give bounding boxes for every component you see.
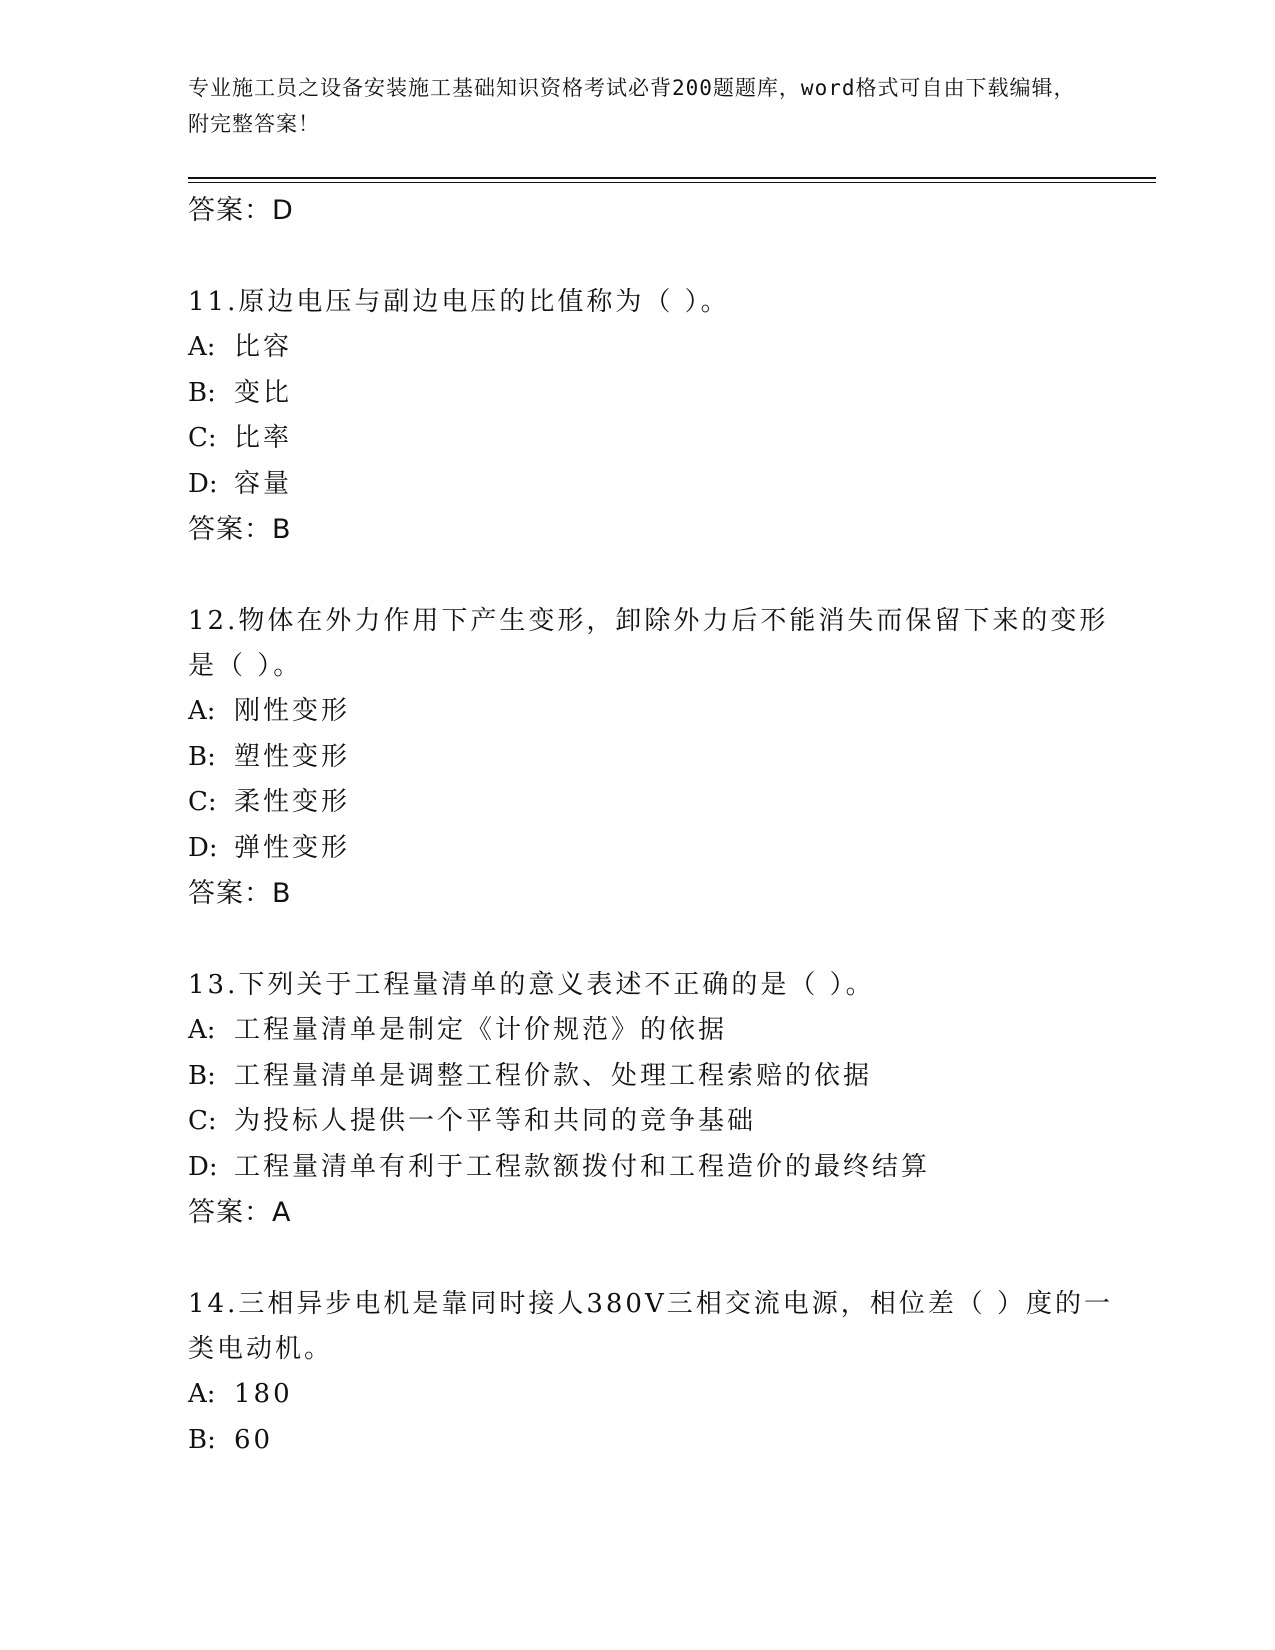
- spacer: [188, 233, 1118, 280]
- answer-line: 答案：B: [188, 514, 292, 545]
- spacer: [188, 552, 1118, 599]
- question-stem: 13.下列关于工程量清单的意义表述不正确的是（ ）。: [188, 970, 875, 1000]
- question-block: [188, 963, 1118, 1235]
- option-text: 塑性变形: [234, 741, 351, 772]
- spacer: [188, 1235, 1118, 1282]
- question-stem: 11.原边电压与副边电压的比值称为（ ）。: [188, 287, 730, 317]
- spacer: [188, 916, 1118, 963]
- question-stem: 12.物体在外力作用下产生变形，卸除外力后不能消失而保留下来的变形是（ ）。: [188, 606, 1109, 681]
- option-text: 变比: [234, 377, 293, 408]
- option-text: 比率: [234, 423, 293, 453]
- header-rule-thick: [188, 177, 1156, 179]
- option-label: A:: [188, 696, 216, 726]
- option-d: [188, 826, 1118, 872]
- question-list: [188, 188, 1118, 1463]
- option-text: 工程量清单有利于工程款额拨付和工程造价的最终结算: [234, 1151, 931, 1182]
- option-text: 工程量清单是调整工程价款、处理工程索赔的依据: [234, 1060, 873, 1091]
- option-label: A:: [188, 1015, 216, 1045]
- question-block: [188, 1282, 1118, 1463]
- option-text: 容量: [234, 468, 293, 499]
- option-label: A:: [188, 1379, 216, 1409]
- option-text: 60: [234, 1424, 274, 1455]
- option-b: [188, 371, 1118, 417]
- answer-line: 答案：A: [188, 1197, 292, 1228]
- option-label: C:: [188, 1106, 217, 1136]
- option-b: [188, 1418, 1118, 1464]
- option-text: 180: [234, 1379, 293, 1409]
- option-label: C:: [188, 423, 217, 453]
- page-header-text: 专业施工员之设备安装施工基础知识资格考试必背200题题库，word格式可自由下载编辑，附完整答案！: [188, 76, 1076, 136]
- option-label: B:: [188, 1424, 216, 1455]
- answer-line: 答案：B: [188, 878, 292, 909]
- question-stem: 14.三相异步电机是靠同时接人380V三相交流电源，相位差（ ）度的一类电动机。: [188, 1289, 1114, 1364]
- option-b: [188, 1054, 1118, 1100]
- option-label: C:: [188, 787, 217, 817]
- option-d: [188, 462, 1118, 508]
- option-b: [188, 735, 1118, 781]
- option-text: 比容: [234, 332, 293, 362]
- option-label: D:: [188, 1151, 218, 1182]
- option-text: 为投标人提供一个平等和共同的竞争基础: [234, 1106, 757, 1136]
- option-label: D:: [188, 832, 218, 863]
- header-rule-thin: [188, 182, 1156, 183]
- answer-line: 答案：D: [188, 195, 294, 226]
- option-label: B:: [188, 741, 216, 772]
- option-text: 工程量清单是制定《计价规范》的依据: [234, 1015, 728, 1045]
- option-c: [188, 780, 1118, 826]
- option-a: [188, 325, 1118, 371]
- option-a: [188, 689, 1118, 735]
- option-a: [188, 1372, 1118, 1418]
- option-label: A:: [188, 332, 216, 362]
- option-c: [188, 416, 1118, 462]
- option-label: D:: [188, 468, 218, 499]
- option-d: [188, 1145, 1118, 1191]
- question-block: [188, 280, 1118, 552]
- option-text: 刚性变形: [234, 696, 351, 726]
- option-a: [188, 1008, 1118, 1054]
- option-label: B:: [188, 377, 216, 408]
- option-text: 弹性变形: [234, 832, 351, 863]
- option-label: B:: [188, 1060, 216, 1091]
- question-block: [188, 599, 1118, 916]
- option-text: 柔性变形: [234, 787, 351, 817]
- option-c: [188, 1099, 1118, 1145]
